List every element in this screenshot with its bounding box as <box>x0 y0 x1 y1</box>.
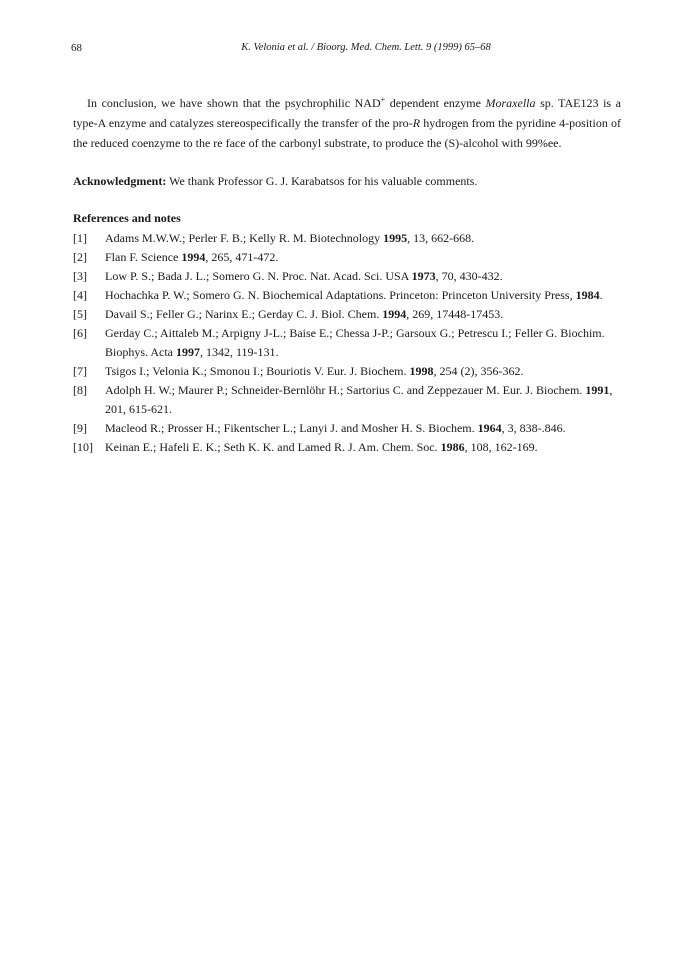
acknowledgment-heading: Acknowledgment: <box>73 174 167 188</box>
reference-item: [8] Adolph H. W.; Maurer P.; Schneider-Bernlöhr H.; Sartorius C. and Zeppezauer M. Eur. J. Biochem. 1991, 201, 615-621. <box>73 383 613 416</box>
reference-item: [4] Hochachka P. W.; Somero G. N. Biochemical Adaptations. Princeton: Princeton University Press, 1984. <box>73 288 603 302</box>
reference-item: [2] Flan F. Science 1994, 265, 471-472. <box>73 250 279 264</box>
page-body <box>73 93 621 457</box>
reference-item: [1] Adams M.W.W.; Perler F. B.; Kelly R. M. Biotechnology 1995, 13, 662-668. <box>73 231 475 245</box>
page-number: 68 <box>71 42 82 54</box>
reference-item: [6] Gerday C.; Aittaleb M.; Arpigny J-L.; Baise E.; Chessa J-P.; Garsoux G.; Petrescu I.; Feller G. Biochim. Biophys. Acta 1997, 1342, 119-131. <box>73 326 605 359</box>
reference-item: [9] Macleod R.; Prosser H.; Fikentscher L.; Lanyi J. and Mosher H. S. Biochem. 1964, 3, 838-.846. <box>73 421 566 435</box>
references-heading: References and notes <box>73 211 181 225</box>
reference-item: [5] Davail S.; Feller G.; Narinx E.; Gerday C. J. Biol. Chem. 1994, 269, 17448-17453. <box>73 307 504 321</box>
reference-item: [10] Keinan E.; Hafeli E. K.; Seth K. K. and Lamed R. J. Am. Chem. Soc. 1986, 108, 162-169. <box>73 440 538 454</box>
conclusion-paragraph: In conclusion, we have shown that the psychrophilic NAD+ dependent enzyme Moraxella sp. TAE123 is a type-A enzyme and catalyzes stereospecifically the transfer of the pro-R hydrogen from the pyridine 4-position of the reduced coenzyme to the re face of the carbonyl substrate, to produce the (S)-alcohol with 99%ee. <box>73 95 621 150</box>
acknowledgment-text: We thank Professor G. J. Karabatsos for his valuable comments. <box>166 174 478 188</box>
reference-item: [3] Low P. S.; Bada J. L.; Somero G. N. Proc. Nat. Acad. Sci. USA 1973, 70, 430-432. <box>73 269 503 283</box>
reference-item: [7] Tsigos I.; Velonia K.; Smonou I.; Bouriotis V. Eur. J. Biochem. 1998, 254 (2), 356-362. <box>73 364 524 378</box>
running-head: K. Velonia et al. / Bioorg. Med. Chem. Lett. 9 (1999) 65–68 <box>241 42 491 53</box>
acknowledgment-paragraph <box>73 171 621 191</box>
references-list <box>73 229 621 457</box>
